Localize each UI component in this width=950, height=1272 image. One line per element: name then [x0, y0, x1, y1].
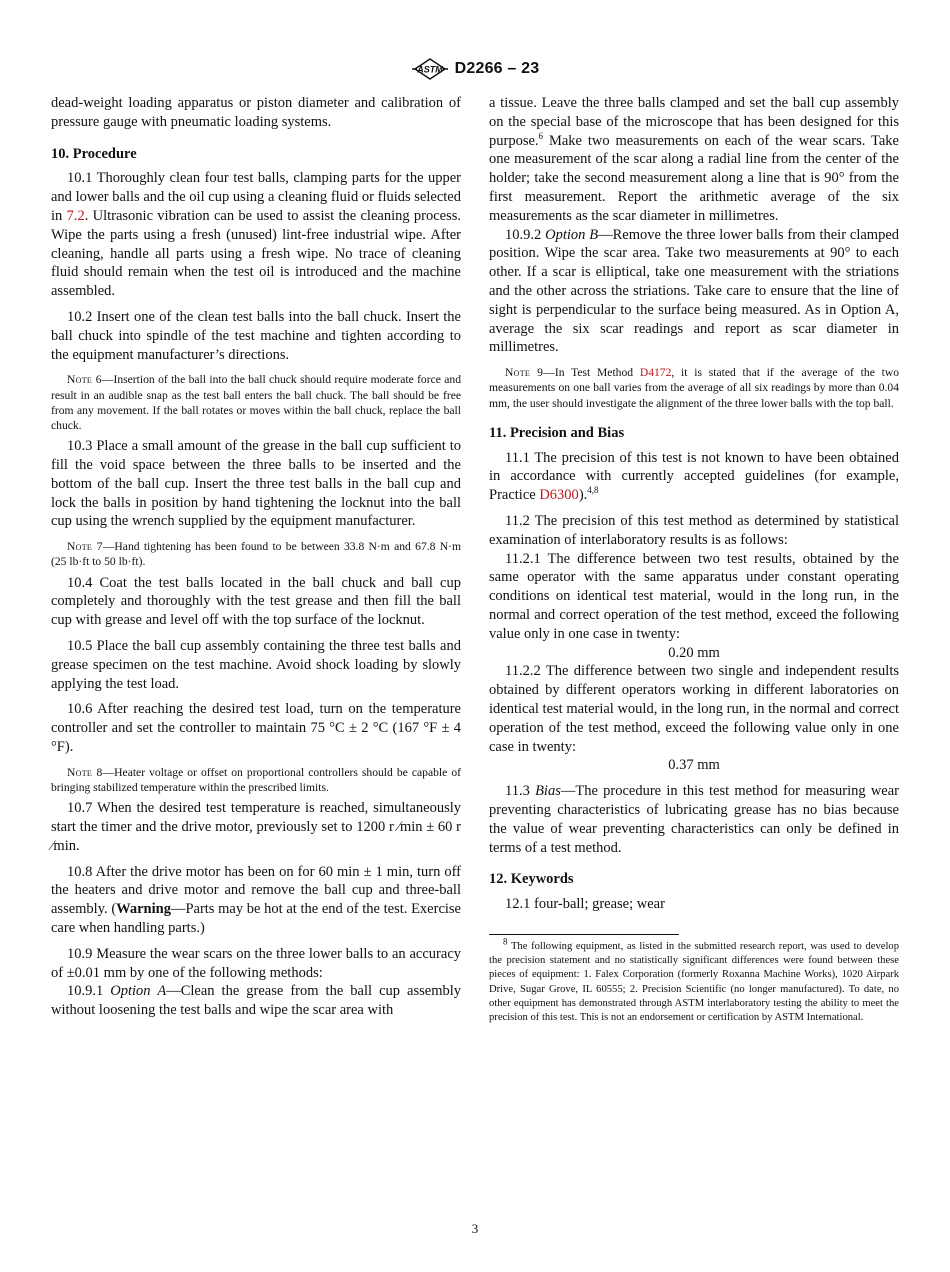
para-11-1: 11.1 The precision of this test is not known to have been obtained in accordance with currently accepted guidelines (for example, Practice D6300).$^{4,8}$	[489, 449, 899, 504]
para-11-3: 11.3 Bias—The procedure in this test method for measuring wear preventing characteristics of lubricating grease has no bias because the value of wear preventing characteristics can only be defined in terms of a test method.	[489, 783, 900, 856]
footnote-ref-6: 6	[538, 130, 544, 141]
note-7: Note 7—Hand tightening has been found to be between 33.8 N·m and 67.8 N·m (25 lb·ft to 50 lb·ft).	[51, 540, 461, 569]
para-11-2-1: 11.2.1 The difference between two test results, obtained by the same operator with the same apparatus under constant operating conditions on identical test material, would in the long run, in the normal and correct operation of the test method, exceed the following value only in one case in twenty:	[489, 550, 899, 642]
section-11-heading: 11. Precision and Bias	[489, 424, 625, 441]
para-10-8: 10.8 After the drive motor has been on for 60 min ± 1 min, turn off the heaters and drive motor and remove the ball cup and three-ball assembly. (Warning—Parts may be hot at the end of the test. Exercise care when handling parts.)	[51, 863, 461, 936]
ref-7-2-link[interactable]: 7.2	[66, 207, 85, 224]
footnote-8: $^8$ The following equipment, as listed in the submitted research report, was used to develop the precision statement and no statistically significant differences were found between these pieces of equipment: 1. Falex Corporation (formerly Roxanna Machine Works), 1020 Airpark Drive, Sugar Grove, IL 60555; 2. Precision Scientific (no longer manufactured). To date, no other equipment has demonstrated through ASTM interlaboratory testing the ability to meet the precision of this test. This is not an endorsement or certification by ASTM International.	[489, 934, 899, 1025]
note-6: Note 6—Insertion of the ball into the ball chuck should require moderate force and result in an audible snap as the test ball enters the ball chuck. The ball should be free from any movement. If the ball rotates or moves within the ball chuck, replace the ball chuck.	[51, 373, 461, 432]
para-10-7: 10.7 When the desired test temperature is reached, simultaneously start the timer and the drive motor, previously set to 1200 r ⁄min ± 60 r ⁄min.	[51, 800, 461, 854]
section-12-heading: 12. Keywords	[489, 871, 574, 888]
para-10-6: 10.6 After reaching the desired test load, turn on the temperature controller and set the controller to maintain 75 °C ± 2 °C (167 °F ± 4 °F).	[51, 701, 461, 755]
note-8: Note 8—Heater voltage or offset on proportional controllers should be capable of bringing stabilized temperature within the prescribed limits.	[51, 765, 461, 794]
para-10-4: 10.4 Coat the test balls located in the ball chuck and ball cup completely and thoroughly with the test grease and then fill the ball cup with grease and level off with the top surface of the locknut.	[51, 574, 461, 629]
ref-d4172-link[interactable]: D4172	[639, 366, 672, 380]
section-10-heading: 10. Procedure	[51, 145, 137, 162]
left-column	[51, 94, 461, 1020]
continued-text: dead-weight loading apparatus or piston diameter and calibration of pressure gauge with pneumatic loading systems.	[51, 95, 461, 130]
right-column	[489, 94, 899, 1025]
para-10-2: 10.2 Insert one of the clean test balls into the ball chuck. Insert the ball chuck into spindle of the test machine and tighten according to the equipment manufacturer’s directions.	[51, 308, 461, 363]
para-10-9: 10.9 Measure the wear scars on the three lower balls to an accuracy of ±0.01 mm by one of the following methods:	[51, 945, 461, 981]
footnote-ref-4-8: 4,8	[587, 485, 599, 496]
value-reproducibility: 0.37 mm	[668, 757, 720, 774]
footnote-rule	[489, 934, 679, 935]
astm-logo-icon	[411, 56, 449, 82]
ref-d6300-link[interactable]: D6300	[539, 487, 579, 504]
para-10-1: 10.1 Thoroughly clean four test balls, clamping parts for the upper and lower balls and the oil cup using a cleaning fluid or fluids selected in 7.2. Ultrasonic vibration can be used to assist the cleaning process. Wipe the parts using a fresh (unused) lint-free industrial wipe. After cleaning, handle all parts using a fresh wipe. No trace of cleaning fluid should remain when the test oil is introduced and the machine assembled.	[51, 170, 462, 300]
document-id: D2266 – 23	[454, 60, 540, 77]
para-10-5: 10.5 Place the ball cup assembly containing the three test balls and grease specimen on the test machine. Avoid shock loading by slowly applying the test load.	[51, 637, 461, 692]
note-9: Note 9—In Test Method D4172, it is stated that if the average of the two measurements on one ball varies from the average of all six readings by more than 0.04 mm, the user should investigate the alignment of the three lower balls with the top ball.	[489, 366, 899, 410]
warning-label: Warning	[116, 901, 171, 918]
para-10-3: 10.3 Place a small amount of the grease in the ball cup sufficient to fill the void space between the three balls to be inserted and the bottom of the ball cup. Insert the three test balls in the ball cup and lock the balls in position by hand tightening the locknut into the ball cup using the wrench supplied by the equipment manufacturer.	[51, 438, 461, 530]
para-10-9-2: 10.9.2 Option B—Remove the three lower balls from their clamped position. Wipe the scar area. Take two measurements at 90° to each other. If a scar is elliptical, take one measurement with the striations and the other across the striations. Take care to ensure that the line of sight is perpendicular to the surface being measured. As in Option A, average the six scar readings and report as scar diameter in millimetres.	[489, 226, 900, 356]
value-repeatability: 0.20 mm	[668, 644, 720, 661]
continued-text-right: a tissue. Leave the three balls clamped and set the ball cup assembly on the special base of the microscope that has been designed for this purpose.$^6$ Make two measurements on each of the wear scars. Take one measurement of the scar along a radial line from the center of the holder; take the second measurement along a line that is 90° from the first measurement. Report the arithmetic average of the six measurements as the scar diameter in millimetres.	[489, 95, 899, 224]
svg-text:ASTM: ASTM	[416, 64, 443, 75]
para-11-2-2: 11.2.2 The difference between two single and independent results obtained by different operators working in different laboratories on identical test material would, in the long run, in the normal and correct operation of the test method, exceed the following value only in one case in twenty:	[489, 663, 899, 755]
page-number: 3	[471, 1221, 479, 1236]
page-header	[0, 56, 950, 82]
para-10-9-1: 10.9.1 Option A—Clean the grease from the ball cup assembly without loosening the test balls and wipe the scar area with	[51, 983, 462, 1019]
para-12-1: 12.1 four-ball; grease; wear	[505, 896, 665, 913]
para-11-2: 11.2 The precision of this test method as determined by statistical examination of interlaboratory results is as follows:	[489, 512, 899, 548]
